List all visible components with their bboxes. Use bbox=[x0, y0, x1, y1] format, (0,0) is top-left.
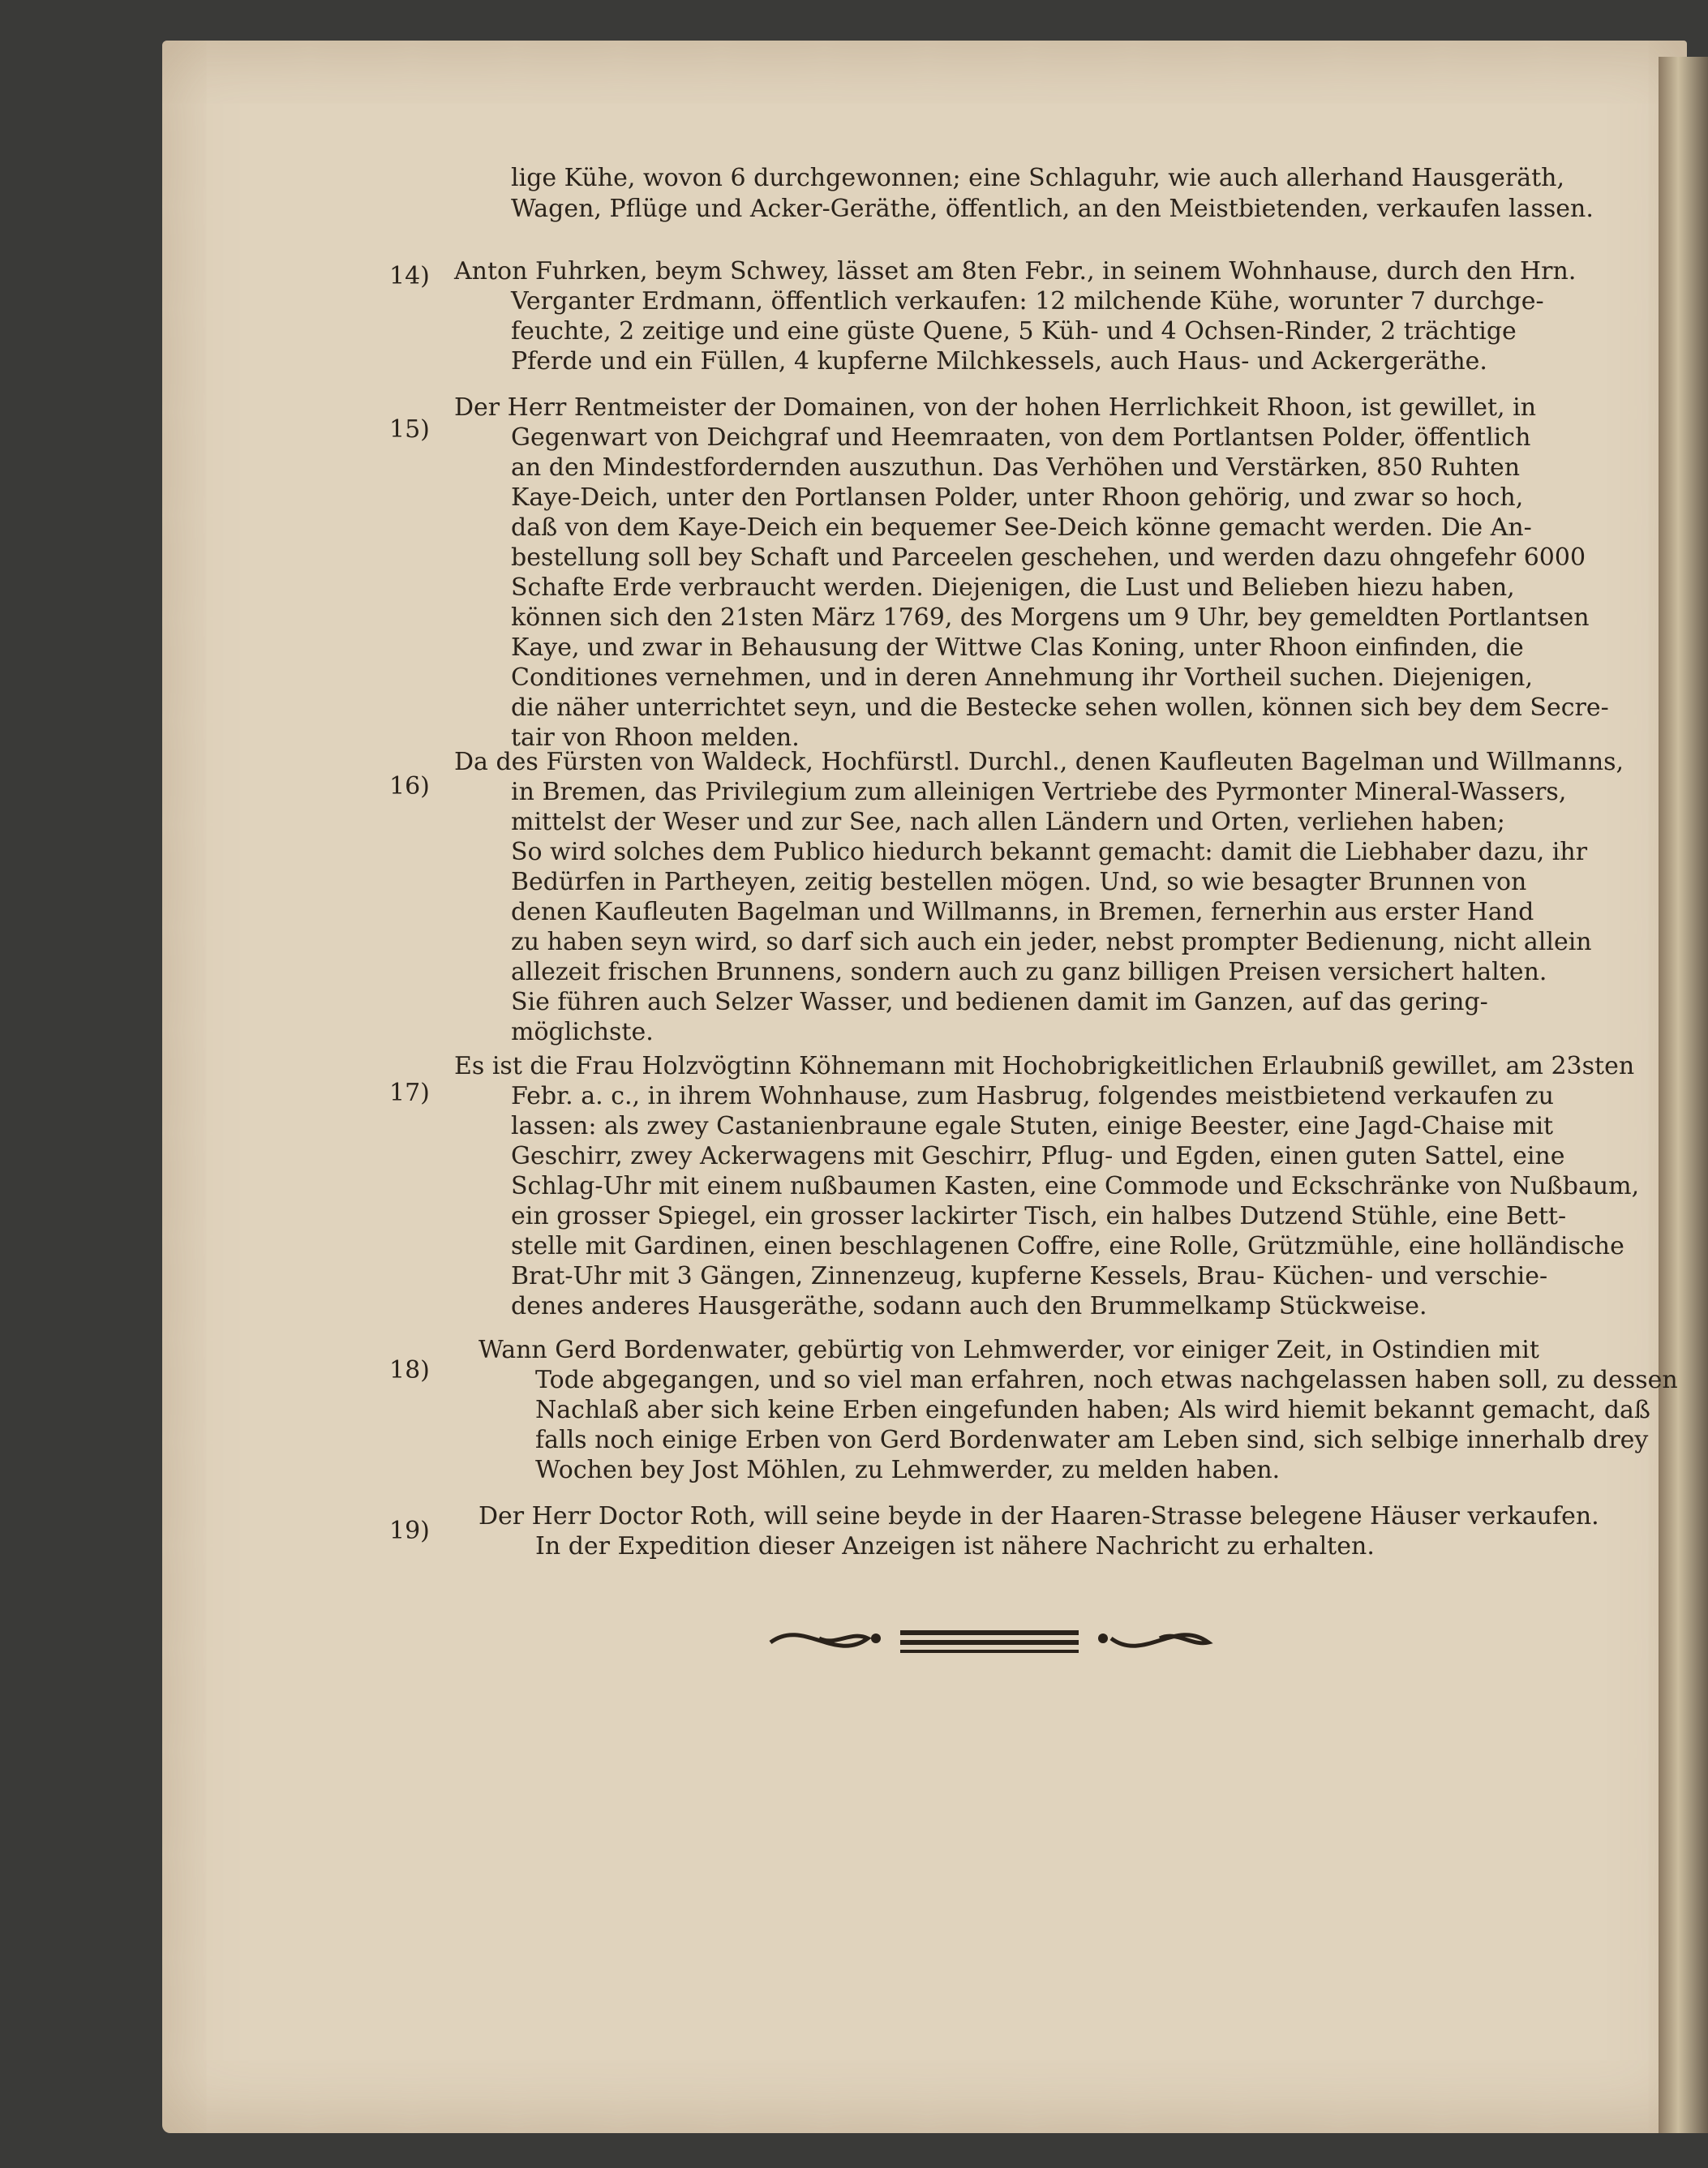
entry-line: Wann Gerd Bordenwater, gebürtig von Lehmwerder, vor einiger Zeit, in Ostindien mit bbox=[478, 1336, 1539, 1364]
entry-line: Febr. a. c., in ihrem Wohnhause, zum Hasbrug, folgendes meistbietend verkaufen zu bbox=[511, 1082, 1554, 1110]
entry-number-15: 15) bbox=[389, 415, 430, 444]
entry-line: bestellung soll bey Schaft und Parceelen geschehen, und werden dazu ohngefehr 6000 bbox=[511, 543, 1586, 572]
entry-line: Kaye, und zwar in Behausung der Wittwe Clas Koning, unter Rhoon einfinden, die bbox=[511, 633, 1524, 662]
entry-line: die näher unterrichtet seyn, und die Bestecke sehen wollen, können sich bey dem Secre- bbox=[511, 693, 1609, 722]
entry-line: tair von Rhoon melden. bbox=[511, 723, 800, 752]
entry-line: mittelst der Weser und zur See, nach allen Ländern und Orten, verliehen haben; bbox=[511, 808, 1505, 836]
entry-line: Anton Fuhrken, beym Schwey, lässet am 8ten Febr., in seinem Wohnhause, durch den Hrn. bbox=[454, 257, 1577, 285]
entry-line: Kaye-Deich, unter den Portlansen Polder, unter Rhoon gehörig, und zwar so hoch, bbox=[511, 483, 1524, 512]
entry-number-17: 17) bbox=[389, 1079, 430, 1107]
entry-line: in Bremen, das Privilegium zum alleinigen Vertriebe des Pyrmonter Mineral-Wassers, bbox=[511, 778, 1567, 806]
entry-line: Bedürfen in Partheyen, zeitig bestellen mögen. Und, so wie besagter Brunnen von bbox=[511, 868, 1527, 896]
entry-line: allezeit frischen Brunnens, sondern auch zu ganz billigen Preisen versichert halten. bbox=[511, 958, 1547, 986]
entry-line: feuchte, 2 zeitige und eine güste Quene, 5 Küh- und 4 Ochsen-Rinder, 2 trächtige bbox=[511, 317, 1517, 346]
entry-line: an den Mindestfordernden auszuthun. Das Verhöhen und Verstärken, 850 Ruhten bbox=[511, 453, 1521, 482]
entry-line: Der Herr Doctor Roth, will seine beyde in der Haaren-Strasse belegene Häuser verkaufen. bbox=[478, 1502, 1599, 1530]
entry-number-19: 19) bbox=[389, 1517, 430, 1545]
entry-line: denen Kaufleuten Bagelman und Willmanns, in Bremen, fernerhin aus erster Hand bbox=[511, 898, 1534, 926]
entry-line: Geschirr, zwey Ackerwagens mit Geschirr, Pflug- und Egden, einen guten Sattel, eine bbox=[511, 1142, 1565, 1170]
ornament-divider bbox=[754, 1614, 1257, 1663]
intro-line: lige Kühe, wovon 6 durchgewonnen; eine Schlaguhr, wie auch allerhand Hausgeräth, bbox=[511, 164, 1564, 192]
entry-line: können sich den 21sten März 1769, des Morgens um 9 Uhr, bey gemeldten Portlantsen bbox=[511, 603, 1590, 632]
entry-line: In der Expedition dieser Anzeigen ist nähere Nachricht zu erhalten. bbox=[535, 1532, 1375, 1561]
entry-number-18: 18) bbox=[389, 1356, 430, 1385]
entry-line: Brat-Uhr mit 3 Gängen, Zinnenzeug, kupferne Kessels, Brau- Küchen- und verschie- bbox=[511, 1262, 1548, 1290]
entry-line: Wochen bey Jost Möhlen, zu Lehmwerder, zu melden haben. bbox=[535, 1456, 1281, 1484]
entry-line: Der Herr Rentmeister der Domainen, von der hohen Herrlichkeit Rhoon, ist gewillet, in bbox=[454, 393, 1537, 422]
entry-line: Schafte Erde verbraucht werden. Diejenigen, die Lust und Belieben hiezu haben, bbox=[511, 573, 1515, 602]
entry-line: Nachlaß aber sich keine Erben eingefunden haben; Als wird hiemit bekannt gemacht, daß bbox=[535, 1396, 1650, 1424]
entry-line: ein grosser Spiegel, ein grosser lackirter Tisch, ein halbes Dutzend Stühle, eine Bett- bbox=[511, 1202, 1567, 1230]
entry-line: denes anderes Hausgeräthe, sodann auch den Brummelkamp Stückweise. bbox=[511, 1292, 1427, 1320]
entry-line: So wird solches dem Publico hiedurch bekannt gemacht: damit die Liebhaber dazu, ihr bbox=[511, 838, 1588, 866]
entry-number-14: 14) bbox=[389, 262, 430, 290]
entry-line: Gegenwart von Deichgraf und Heemraaten, von dem Portlantsen Polder, öffentlich bbox=[511, 423, 1531, 452]
entry-line: möglichste. bbox=[511, 1018, 654, 1046]
entry-line: Schlag-Uhr mit einem nußbaumen Kasten, eine Commode und Eckschränke von Nußbaum, bbox=[511, 1172, 1640, 1200]
intro-line: Wagen, Pflüge und Acker-Geräthe, öffentlich, an den Meistbietenden, verkaufen lassen. bbox=[511, 195, 1594, 223]
entry-line: zu haben seyn wird, so darf sich auch ein jeder, nebst prompter Bedienung, nicht allein bbox=[511, 928, 1592, 956]
entry-line: falls noch einige Erben von Gerd Bordenwater am Leben sind, sich selbige innerhalb drey bbox=[535, 1426, 1649, 1454]
entry-line: Verganter Erdmann, öffentlich verkaufen: 12 milchende Kühe, worunter 7 durchge- bbox=[511, 287, 1544, 316]
entry-line: Pferde und ein Füllen, 4 kupferne Milchkessels, auch Haus- und Ackergeräthe. bbox=[511, 347, 1487, 376]
entry-number-16: 16) bbox=[389, 772, 430, 801]
entry-line: lassen: als zwey Castanienbraune egale Stuten, einige Beester, eine Jagd-Chaise mit bbox=[511, 1112, 1554, 1140]
entry-line: Conditiones vernehmen, und in deren Annehmung ihr Vortheil suchen. Diejenigen, bbox=[511, 663, 1533, 692]
entry-line: Da des Fürsten von Waldeck, Hochfürstl. Durchl., denen Kaufleuten Bagelman und Willmanns, bbox=[454, 748, 1624, 776]
entry-line: daß von dem Kaye-Deich ein bequemer See-Deich könne gemacht werden. Die An- bbox=[511, 513, 1532, 542]
entry-line: Tode abgegangen, und so viel man erfahren, noch etwas nachgelassen haben soll, zu dessen bbox=[535, 1366, 1678, 1394]
entry-line: Sie führen auch Selzer Wasser, und bedienen damit im Ganzen, auf das gering- bbox=[511, 988, 1488, 1016]
entry-line: stelle mit Gardinen, einen beschlagenen Coffre, eine Rolle, Grützmühle, eine holländische bbox=[511, 1232, 1624, 1260]
entry-line: Es ist die Frau Holzvögtinn Köhnemann mit Hochobrigkeitlichen Erlaubniß gewillet, am 23sten bbox=[454, 1052, 1635, 1080]
